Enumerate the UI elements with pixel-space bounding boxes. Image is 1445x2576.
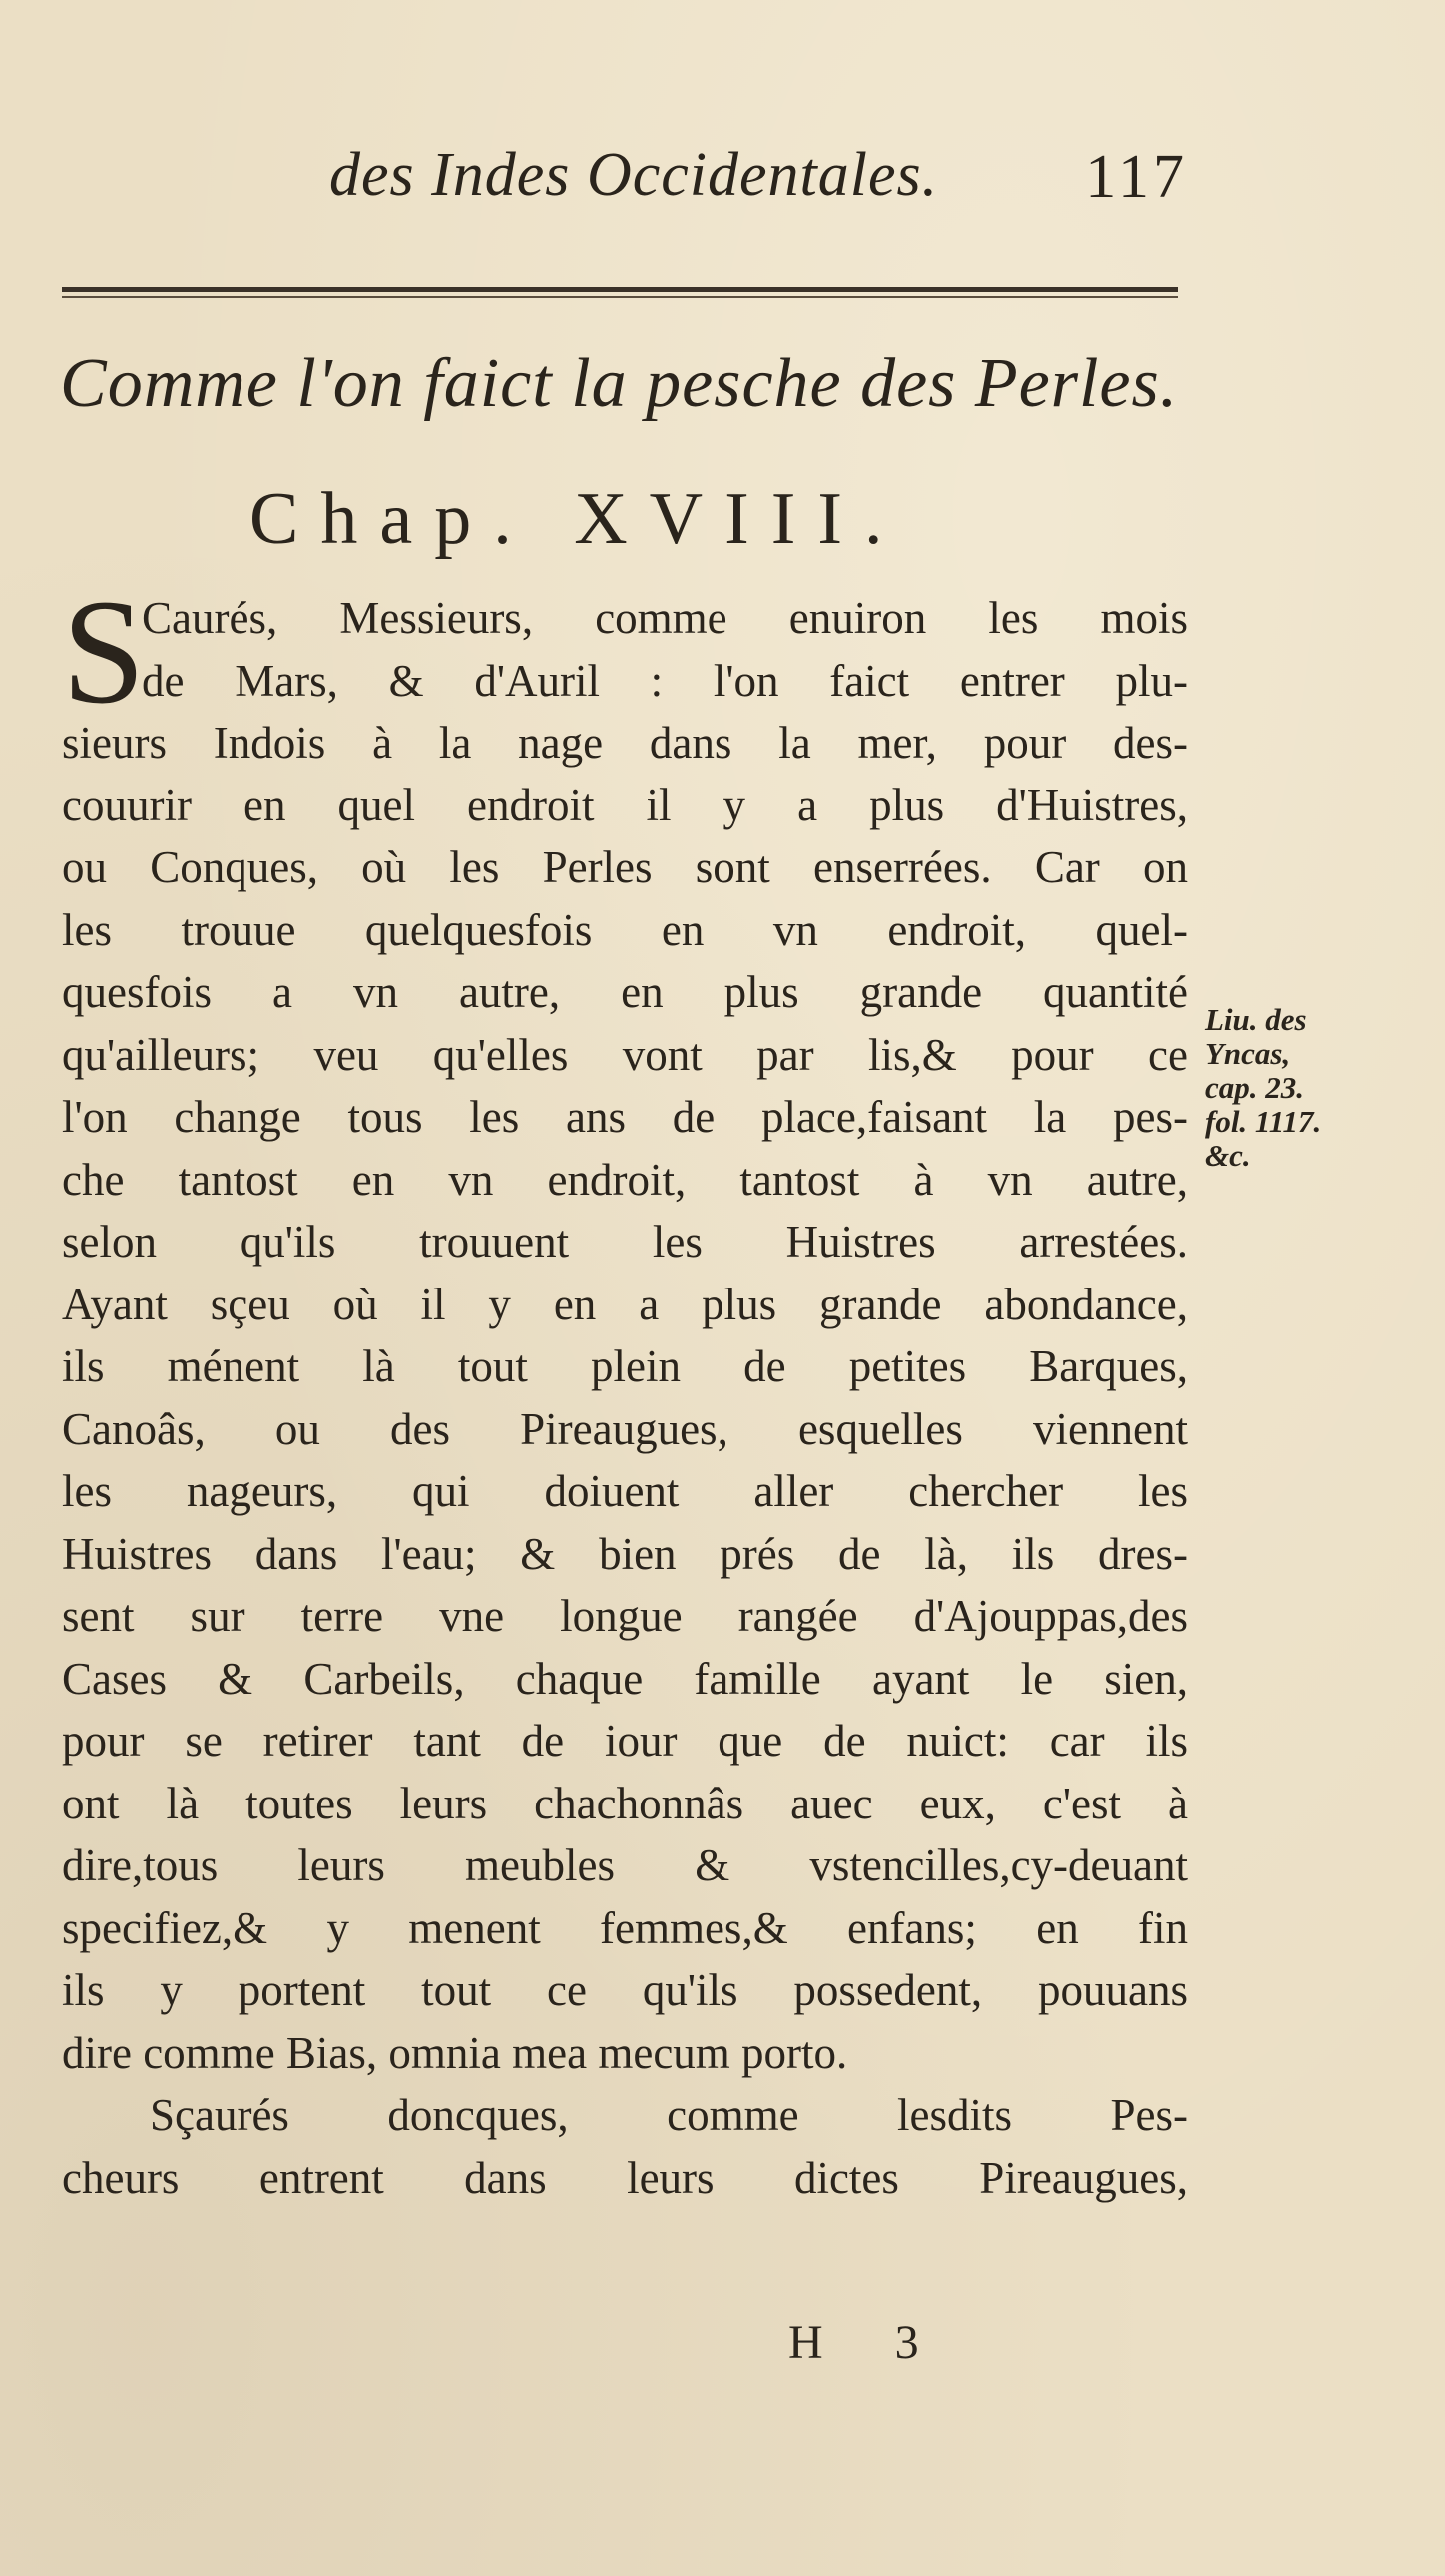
chapter-number: Chap. XVIII. bbox=[249, 478, 905, 560]
text-line: ou Conques, où les Perles sont enserrées. Car on bbox=[62, 842, 1188, 892]
text-line: dire,tous leurs meubles & vstencilles,cy-deuant bbox=[62, 1840, 1188, 1890]
signature-mark: H 3 bbox=[788, 2317, 949, 2369]
header-rule-thin bbox=[62, 296, 1178, 298]
body-text bbox=[62, 569, 1188, 2209]
text-line: ils ménent là tout plein de petites Barques, bbox=[62, 1341, 1188, 1391]
marginal-note-line: cap. 23. bbox=[1205, 1070, 1305, 1105]
text-line: cheurs entrent dans leurs dictes Pireaugues, bbox=[62, 2152, 1188, 2203]
marginal-note-line: Liu. des bbox=[1205, 1002, 1307, 1037]
running-head bbox=[329, 140, 1188, 220]
text-line: Huistres dans l'eau; & bien prés de là, ils dres- bbox=[62, 1528, 1188, 1579]
text-line: ils y portent tout ce qu'ils possedent, pouuans bbox=[62, 1965, 1188, 2015]
text-line: Ayant sçeu où il y en a plus grande abondance, bbox=[62, 1279, 1188, 1329]
text-line: sent sur terre vne longue rangée d'Ajouppas,des bbox=[62, 1591, 1188, 1641]
text-line: Cases & Carbeils, chaque famille ayant le sien, bbox=[62, 1653, 1188, 1704]
text-line: che tantost en vn endroit, tantost à vn autre, bbox=[62, 1154, 1188, 1205]
text-line: selon qu'ils trouuent les Huistres arrestées. bbox=[62, 1217, 1188, 1267]
text-line: dire comme Bias, omnia mea mecum porto. bbox=[62, 2027, 848, 2078]
text-line: les trouue quelquesfois en vn endroit, quel- bbox=[62, 904, 1188, 955]
text-line: ont là toutes leurs chachonnâs auec eux, c'est à bbox=[62, 1778, 1188, 1828]
text-line: Caurés, Messieurs, comme enuiron les mois bbox=[142, 593, 1188, 643]
drop-cap: S bbox=[62, 569, 146, 735]
text-line: Canoâs, ou des Pireaugues, esquelles viennent bbox=[62, 1403, 1188, 1454]
marginal-note-line: &c. bbox=[1205, 1138, 1251, 1173]
marginal-note bbox=[1205, 1003, 1425, 1173]
text-line: de Mars, & d'Auril : l'on faict entrer plu- bbox=[142, 655, 1188, 706]
header-rule bbox=[62, 287, 1178, 292]
marginal-note-line: Yncas, bbox=[1205, 1036, 1291, 1071]
page-number: 117 bbox=[1085, 143, 1188, 211]
text-line: qu'ailleurs; veu qu'elles vont par lis,& pour ce bbox=[62, 1029, 1188, 1080]
running-head-title: des Indes Occidentales. bbox=[329, 141, 939, 209]
text-line: specifiez,& y menent femmes,& enfans; en fin bbox=[62, 1902, 1188, 1953]
text-line: Sçaurés doncques, comme lesdits Pes- bbox=[150, 2090, 1188, 2140]
text-line: les nageurs, qui doiuent aller chercher les bbox=[62, 1466, 1188, 1516]
marginal-note-line: fol. 1117. bbox=[1205, 1104, 1322, 1139]
text-line: quesfois a vn autre, en plus grande quantité bbox=[62, 967, 1188, 1017]
text-line: sieurs Indois à la nage dans la mer, pour des- bbox=[62, 718, 1188, 768]
chapter-title: Comme l'on faict la pesche des Perles. bbox=[60, 345, 1179, 422]
text-line: l'on change tous les ans de place,faisant la pes- bbox=[62, 1092, 1188, 1142]
text-line: pour se retirer tant de iour que de nuict: car ils bbox=[62, 1716, 1188, 1766]
text-line: couurir en quel endroit il y a plus d'Huistres, bbox=[62, 779, 1188, 830]
